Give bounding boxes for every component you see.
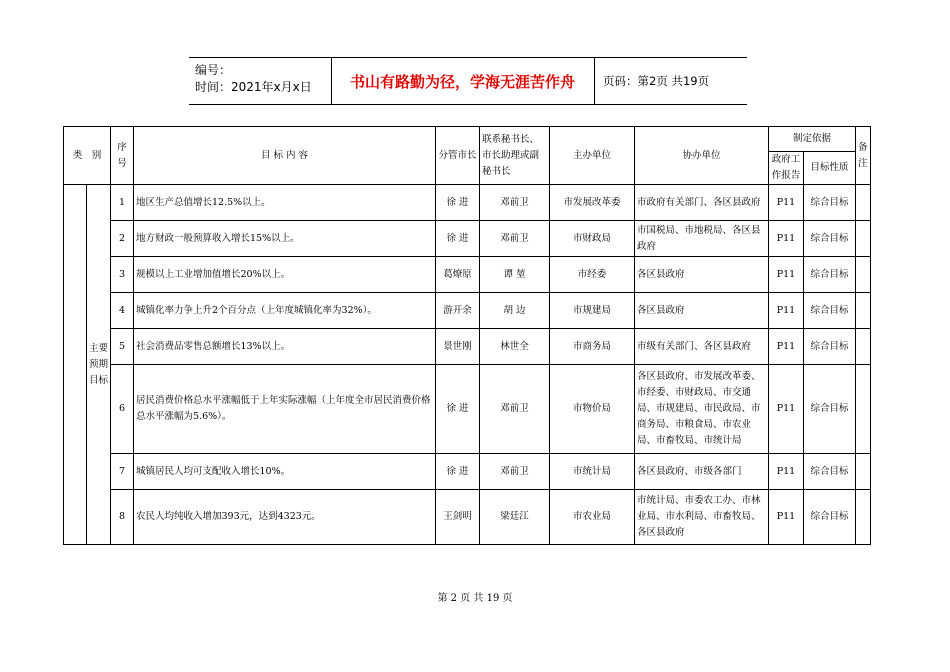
basis-header: 制定依据 bbox=[769, 127, 856, 152]
lead-unit-cell: 市农业局 bbox=[550, 490, 635, 545]
lead-unit-cell: 市统计局 bbox=[550, 454, 635, 490]
content-cell: 地区生产总值增长12.5%以上。 bbox=[134, 185, 436, 221]
content-cell: 地方财政一般预算收入增长15%以上。 bbox=[134, 221, 436, 257]
nature-cell: 综合目标 bbox=[804, 221, 856, 257]
remark-cell bbox=[856, 490, 871, 545]
category-indent bbox=[64, 185, 87, 545]
remark-cell bbox=[856, 293, 871, 329]
table-row bbox=[64, 329, 871, 365]
assist-unit-cell: 市国税局、市地税局、各区县政府 bbox=[635, 221, 769, 257]
seq-cell: 3 bbox=[111, 257, 134, 293]
remark-cell bbox=[856, 185, 871, 221]
mayor-cell: 王剑明 bbox=[436, 490, 480, 545]
seq-cell: 4 bbox=[111, 293, 134, 329]
assist-unit-cell: 各区县政府、市发展改革委、市经委、市财政局、市交通局、市规建局、市民政局、市商务局、市粮食局、市农业局、市畜牧局、市统计局 bbox=[635, 365, 769, 454]
content-cell: 城镇居民人均可支配收入增长10%。 bbox=[134, 454, 436, 490]
table-row bbox=[64, 185, 871, 221]
header-meta bbox=[189, 58, 332, 104]
nature-cell: 综合目标 bbox=[804, 185, 856, 221]
assist-unit-cell: 各区县政府 bbox=[635, 257, 769, 293]
assist-unit-cell: 各区县政府、市级各部门 bbox=[635, 454, 769, 490]
content-cell: 城镇化率力争上升2个百分点（上年度城镇化率为32%）。 bbox=[134, 293, 436, 329]
motto: 书山有路勤为径，学海无涯苦作舟 bbox=[331, 58, 595, 104]
mayor-cell: 景世刚 bbox=[436, 329, 480, 365]
assist-unit-cell: 各区县政府 bbox=[635, 293, 769, 329]
mayor-header: 分管市长 bbox=[436, 127, 480, 185]
report-header: 政府工作报告 bbox=[769, 152, 804, 185]
table-row bbox=[64, 490, 871, 545]
nature-cell: 综合目标 bbox=[804, 454, 856, 490]
assist-unit-cell: 市政府有关部门、各区县政府 bbox=[635, 185, 769, 221]
contact-cell: 梁廷江 bbox=[480, 490, 550, 545]
page-info: 页码：第2页 共19页 bbox=[603, 74, 710, 88]
seq-cell: 8 bbox=[111, 490, 134, 545]
contact-cell: 林世全 bbox=[480, 329, 550, 365]
contact-header: 联系秘书长、市长助理或副秘书长 bbox=[480, 127, 550, 185]
report-cell: P11 bbox=[769, 329, 804, 365]
mayor-cell: 徐 进 bbox=[436, 365, 480, 454]
assist-unit-cell: 市统计局、市委农工办、市林业局、市水利局、市畜牧局、各区县政府 bbox=[635, 490, 769, 545]
report-cell: P11 bbox=[769, 257, 804, 293]
report-cell: P11 bbox=[769, 454, 804, 490]
remark-cell bbox=[856, 257, 871, 293]
mayor-cell: 徐 进 bbox=[436, 221, 480, 257]
table-row bbox=[64, 293, 871, 329]
nature-cell: 综合目标 bbox=[804, 490, 856, 545]
nature-cell: 综合目标 bbox=[804, 257, 856, 293]
content-cell: 农民人均纯收入增加393元，达到4323元。 bbox=[134, 490, 436, 545]
lead-unit-header: 主办单位 bbox=[550, 127, 635, 185]
report-cell: P11 bbox=[769, 221, 804, 257]
seq-cell: 7 bbox=[111, 454, 134, 490]
lead-unit-cell: 市发展改革委 bbox=[550, 185, 635, 221]
table-row bbox=[64, 365, 871, 454]
page-footer: 第 2 页 共 19 页 bbox=[437, 593, 513, 604]
assist-unit-cell: 市级有关部门、各区县政府 bbox=[635, 329, 769, 365]
report-cell: P11 bbox=[769, 365, 804, 454]
contact-cell: 谭 堃 bbox=[480, 257, 550, 293]
nature-cell: 综合目标 bbox=[804, 329, 856, 365]
lead-unit-cell: 市商务局 bbox=[550, 329, 635, 365]
assist-unit-header: 协办单位 bbox=[635, 127, 769, 185]
seq-cell: 1 bbox=[111, 185, 134, 221]
nature-cell: 综合目标 bbox=[804, 365, 856, 454]
content-header: 目 标 内 容 bbox=[134, 127, 436, 185]
contact-cell: 邓前卫 bbox=[480, 365, 550, 454]
page-header bbox=[189, 57, 747, 105]
contact-cell: 邓前卫 bbox=[480, 221, 550, 257]
remark-cell bbox=[856, 454, 871, 490]
mayor-cell: 游开余 bbox=[436, 293, 480, 329]
report-cell: P11 bbox=[769, 185, 804, 221]
table-row bbox=[64, 221, 871, 257]
table-row bbox=[64, 454, 871, 490]
seq-cell: 2 bbox=[111, 221, 134, 257]
category-cell: 主要预期目标 bbox=[87, 185, 111, 545]
lead-unit-cell: 市规建局 bbox=[550, 293, 635, 329]
seq-cell: 6 bbox=[111, 365, 134, 454]
remark-cell bbox=[856, 221, 871, 257]
contact-cell: 邓前卫 bbox=[480, 454, 550, 490]
seq-cell: 5 bbox=[111, 329, 134, 365]
lead-unit-cell: 市物价局 bbox=[550, 365, 635, 454]
report-cell: P11 bbox=[769, 293, 804, 329]
contact-cell: 胡 边 bbox=[480, 293, 550, 329]
contact-cell: 邓前卫 bbox=[480, 185, 550, 221]
category-header: 类 别 bbox=[64, 127, 111, 185]
table-row bbox=[64, 257, 871, 293]
mayor-cell: 徐 进 bbox=[436, 454, 480, 490]
seq-header: 序号 bbox=[111, 127, 134, 185]
header-row-1 bbox=[64, 127, 871, 152]
remark-cell bbox=[856, 329, 871, 365]
mayor-cell: 葛燎原 bbox=[436, 257, 480, 293]
nature-cell: 综合目标 bbox=[804, 293, 856, 329]
nature-header: 目标性质 bbox=[804, 152, 856, 185]
goals-table bbox=[63, 126, 871, 545]
number-label: 编号： bbox=[195, 63, 232, 77]
lead-unit-cell: 市经委 bbox=[550, 257, 635, 293]
content-cell: 居民消费价格总水平涨幅低于上年实际涨幅（上年度全市居民消费价格总水平涨幅为5.6%）。 bbox=[134, 365, 436, 454]
content-cell: 规模以上工业增加值增长20%以上。 bbox=[134, 257, 436, 293]
remark-cell bbox=[856, 365, 871, 454]
content-cell: 社会消费品零售总额增长13%以上。 bbox=[134, 329, 436, 365]
mayor-cell: 徐 进 bbox=[436, 185, 480, 221]
lead-unit-cell: 市财政局 bbox=[550, 221, 635, 257]
time-label: 时间：2021年x月x日 bbox=[195, 80, 312, 94]
report-cell: P11 bbox=[769, 490, 804, 545]
remark-header: 备注 bbox=[856, 127, 871, 185]
